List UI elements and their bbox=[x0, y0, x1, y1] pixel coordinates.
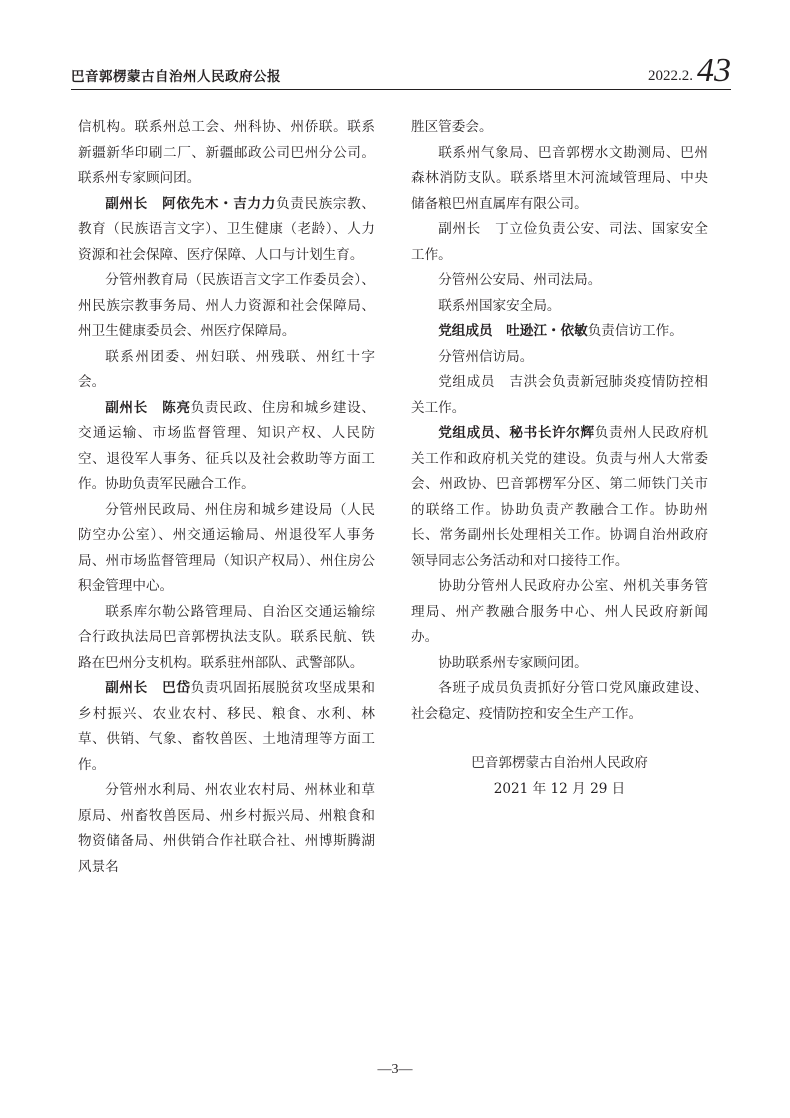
footer-page-number: —3— bbox=[377, 1062, 413, 1077]
paragraph bbox=[411, 370, 708, 421]
paragraph bbox=[78, 192, 375, 269]
official-name: 吉洪会 bbox=[508, 374, 553, 390]
role-label: 副州长 bbox=[105, 195, 148, 212]
paragraph: 联系库尔勒公路管理局、自治区交通运输综合行政执法局巴音郭楞执法支队。联系民航、铁路在巴州分支机构。联系驻州部队、武警部队。 bbox=[78, 603, 375, 671]
paragraph: 胜区管委会。 bbox=[411, 119, 493, 135]
paragraph: 协助分管州人民政府办公室、州机关事务管理局、州产教融合服务中心、州人民政府新闻办。 bbox=[411, 578, 708, 645]
header-page-number: 43 bbox=[697, 52, 731, 89]
header-divider bbox=[71, 89, 731, 90]
role-label: 副州长 bbox=[105, 680, 148, 696]
official-name: 陈亮 bbox=[161, 399, 191, 416]
duty-text: 负责公安、司法、国家安全工作。 bbox=[411, 221, 708, 263]
paragraph: 分管州民政局、州住房和城乡建设局（人民防空办公室）、州交通运输局、州退役军人事务局、州市场监督管理局（知识产权局）、州住房公积金管理中心。 bbox=[78, 501, 375, 594]
paragraph bbox=[411, 217, 708, 268]
paragraph: 联系州气象局、巴音郭楞水文勘测局、巴州森林消防支队。联系塔里木河流域管理局、中央储备粮巴州直属库有限公司。 bbox=[411, 144, 708, 212]
role-label: 副州长 bbox=[438, 221, 481, 237]
left-column bbox=[78, 115, 375, 880]
paragraph bbox=[78, 676, 375, 778]
official-name: 吐逊江・依敏 bbox=[506, 323, 588, 339]
paragraph: 联系州团委、州妇联、州残联、州红十字会。 bbox=[78, 348, 375, 390]
page-header bbox=[71, 52, 731, 89]
paragraph: 分管州信访局。 bbox=[438, 348, 534, 365]
official-name: 丁立俭 bbox=[494, 221, 538, 237]
role-label: 党组成员 bbox=[438, 374, 496, 390]
signature-organization: 巴音郭楞蒙古自治州人民政府 bbox=[471, 755, 648, 771]
paragraph: 分管州教育局（民族语言文字工作委员会）、州民族宗教事务局、州人力资源和社会保障局、州卫生健康委员会、州医疗保障局。 bbox=[78, 272, 375, 339]
paragraph bbox=[411, 421, 708, 574]
duty-text: 负责信访工作。 bbox=[587, 323, 683, 339]
paragraph: 分管州公安局、州司法局。 bbox=[438, 272, 602, 288]
duty-text: 负责民政、住房和城乡建设、交通运输、市场监督管理、知识产权、人民防空、退役军人事务、征兵以及社会救助等方面工作。协助负责军民融合工作。 bbox=[78, 399, 375, 492]
paragraph bbox=[78, 396, 375, 498]
publication-title: 巴音郭楞蒙古自治州人民政府公报 bbox=[71, 69, 281, 85]
signature-date: 2021 年 12 月 29 日 bbox=[493, 780, 626, 797]
role-label: 党组成员、秘书长许尔辉 bbox=[438, 425, 595, 441]
paragraph: 信机构。联系州总工会、州科协、州侨联。联系新疆新华印刷二厂、新疆邮政公司巴州分公司。联系州专家顾问团。 bbox=[78, 119, 375, 186]
signature-block bbox=[411, 751, 708, 802]
duty-text: 负责巩固拓展脱贫攻坚成果和乡村振兴、农业农村、移民、粮食、水利、林草、供销、气象、畜牧兽医、土地清理等方面工作。 bbox=[78, 680, 375, 773]
paragraph bbox=[411, 319, 708, 345]
official-name: 阿依先木・吉力力 bbox=[161, 195, 276, 212]
duty-text: 负责新冠肺炎疫情防控相关工作。 bbox=[411, 374, 708, 416]
role-label: 副州长 bbox=[105, 399, 148, 416]
official-name: 巴岱 bbox=[161, 680, 191, 696]
paragraph: 各班子成员负责抓好分管口党风廉政建设、社会稳定、疫情防控和安全生产工作。 bbox=[411, 680, 708, 722]
right-column bbox=[411, 115, 708, 802]
paragraph: 联系州国家安全局。 bbox=[438, 297, 561, 314]
duty-text: 负责民族宗教、教育（民族语言文字）、卫生健康（老龄）、人力资源和社会保障、医疗保障、人口与计划生育。 bbox=[78, 195, 375, 263]
paragraph: 协助联系州专家顾问团。 bbox=[438, 654, 588, 671]
role-label: 党组成员 bbox=[438, 323, 493, 339]
issue-date: 2022.2. bbox=[648, 68, 693, 84]
duty-text: 负责州人民政府机关工作和政府机关党的建设。负责与州人大常委会、州政协、巴音郭楞军分区、第二师铁门关市的联络工作。协助负责产教融合工作。协助州长、常务副州长处理相关工作。协调自治州政府领导同志公务活动和对口接待工作。 bbox=[411, 425, 708, 569]
paragraph: 分管州水利局、州农业农村局、州林业和草原局、州畜牧兽医局、州乡村振兴局、州粮食和物资储备局、州供销合作社联合社、州博斯腾湖风景名 bbox=[78, 782, 375, 875]
